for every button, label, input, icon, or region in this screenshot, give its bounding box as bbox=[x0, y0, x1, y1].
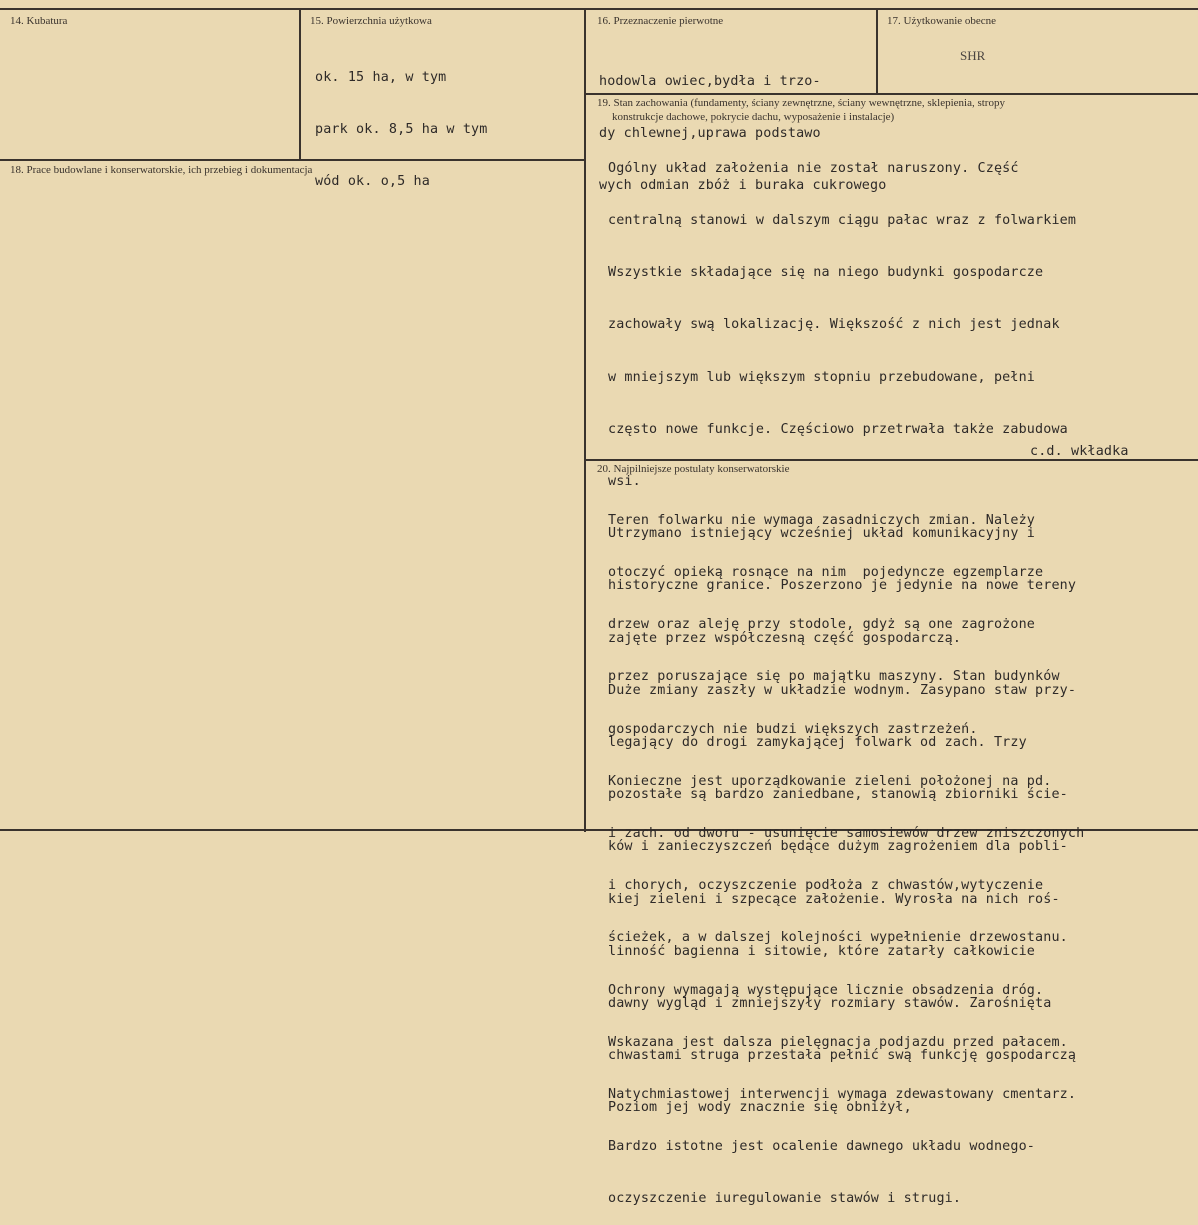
text-line: często nowe funkcje. Częściowo przetrwała także zabudowa bbox=[608, 421, 1068, 437]
usable-area-text bbox=[315, 34, 487, 208]
works-label: 18. Prace budowlane i konserwatorskie, ich przebieg i dokumentacja bbox=[10, 164, 313, 176]
text-line: Ochrony wymagają występujące licznie obsadzenia dróg. bbox=[608, 982, 1044, 998]
text-line: Duże zmiany zaszły w układzie wodnym. Zasypano staw przy- bbox=[608, 682, 1077, 698]
text-line: legający do drogi zamykającej folwark od zach. Trzy bbox=[608, 735, 1027, 751]
text-line: Natychmiastowej interwencji wymaga zdewastowany cmentarz. bbox=[608, 1087, 1077, 1103]
original-purpose-label: 16. Przeznaczenie pierwotne bbox=[597, 15, 724, 27]
text-line: park ok. 8,5 ha w tym bbox=[315, 122, 488, 138]
text-line: centralną stanowi w dalszym ciągu pałac wraz z folwarkiem bbox=[608, 213, 1077, 229]
text-line: Wszystkie składające się na niego budynki gospodarcze bbox=[608, 265, 1044, 281]
text-line: zajęte przez współczesną część gospodarczą. bbox=[608, 630, 962, 646]
text-line: hodowla owiec,bydła i trzo- bbox=[599, 73, 821, 89]
text-line: w mniejszym lub większym stopniu przebudowane, pełni bbox=[608, 369, 1036, 385]
postulates-label: 20. Najpilniejsze postulaty konserwatorskie bbox=[597, 463, 790, 475]
current-use-value: SHR bbox=[960, 48, 986, 63]
text-line: oczyszczenie iuregulowanie stawów i strugi. bbox=[608, 1191, 962, 1207]
divider-h-left bbox=[0, 159, 585, 161]
text-line: wsi. bbox=[608, 474, 641, 490]
divider-v-main bbox=[584, 8, 586, 832]
text-line: linność bagienna i sitowie, które zatarły całkowicie bbox=[608, 943, 1036, 959]
text-line: gospodarczych nie budzi większych zastrzeżeń. bbox=[608, 721, 978, 737]
text-line: Wskazana jest dalsza pielęgnacja podjazdu przed pałacem. bbox=[608, 1034, 1068, 1050]
text-line: ścieżek, a w dalszej kolejności wypełnienie drzewostanu. bbox=[608, 930, 1068, 946]
text-line: dawny wygląd i zmniejszyły rozmiary stawów. Zarośnięta bbox=[608, 996, 1052, 1012]
text-line: pozostałe są bardzo zaniedbane, stanowią zbiorniki ście- bbox=[608, 787, 1068, 803]
text-line: Ogólny układ założenia nie został naruszony. Część bbox=[608, 160, 1019, 176]
current-use-label: 17. Użytkowanie obecne bbox=[887, 15, 997, 27]
kubatura-label: 14. Kubatura bbox=[10, 15, 68, 27]
text-line: wych odmian zbóż i buraka cukrowego bbox=[599, 178, 887, 194]
continuation-note: c.d. wkładka bbox=[1030, 444, 1129, 459]
text-line: ków i zanieczyszczeń będące dużym zagrożeniem dla pobli- bbox=[608, 839, 1068, 855]
text-line: Poziom jej wody znacznie się obniżył, bbox=[608, 1100, 912, 1116]
text-line: drzew oraz aleję przy stodole, gdyż są one zagrożone bbox=[608, 617, 1036, 633]
condition-label-line2: konstrukcje dachowe, pokrycie dachu, wyposażenie i instalacje) bbox=[612, 111, 895, 123]
usable-area-label: 15. Powierzchnia użytkowa bbox=[310, 15, 432, 27]
text-line: i zach. od dworu - usunięcie samosiewów drzew zniszczonych bbox=[608, 826, 1085, 842]
text-line: zachowały swą lokalizację. Większość z nich jest jednak bbox=[608, 317, 1060, 333]
condition-label-line1: 19. Stan zachowania (fundamenty, ściany zewnętrzne, ściany wewnętrzne, sklepienia, stropy bbox=[597, 97, 1005, 109]
text-line: otoczyć opieką rosnące na nim pojedyncze egzemplarze bbox=[608, 565, 1044, 581]
text-line: ok. 15 ha, w tym bbox=[315, 69, 447, 85]
top-border bbox=[0, 8, 1198, 10]
text-line: Teren folwarku nie wymaga zasadniczych zmian. Należy bbox=[608, 512, 1036, 528]
text-line: Utrzymano istniejący wcześniej układ komunikacyjny i bbox=[608, 526, 1036, 542]
postulates-text bbox=[608, 477, 1084, 1225]
text-line: wód ok. o,5 ha bbox=[315, 174, 430, 190]
divider-v-14-15 bbox=[299, 8, 301, 160]
text-line: kiej zieleni i szpecące założenie. Wyrosła na nich roś- bbox=[608, 891, 1060, 907]
text-line: Bardzo istotne jest ocalenie dawnego układu wodnego- bbox=[608, 1139, 1036, 1155]
text-line: chwastami struga przestała pełnić swą funkcję gospodarczą bbox=[608, 1048, 1077, 1064]
text-line: i chorych, oczyszczenie podłoża z chwastów,wytyczenie bbox=[608, 878, 1044, 894]
text-line: historyczne granice. Poszerzono je jedynie na nowe tereny bbox=[608, 578, 1077, 594]
text-line: dy chlewnej,uprawa podstawo bbox=[599, 126, 821, 142]
text-line: Konieczne jest uporządkowanie zieleni położonej na pd. bbox=[608, 773, 1052, 789]
text-line: przez poruszające się po majątku maszyny. Stan budynków bbox=[608, 669, 1060, 685]
